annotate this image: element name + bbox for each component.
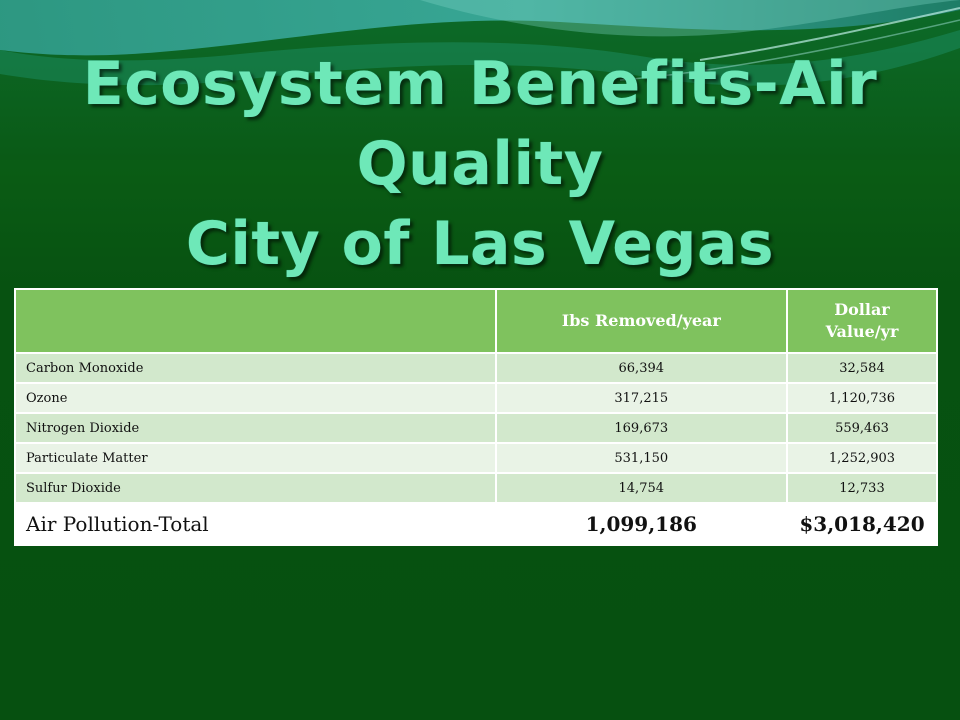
slide-title (0, 44, 960, 284)
total-dollars: $3,018,420 (787, 503, 937, 545)
row-lbs: 169,673 (496, 413, 787, 443)
table-row (15, 443, 937, 473)
row-lbs: 66,394 (496, 353, 787, 383)
row-dollars: 1,120,736 (787, 383, 937, 413)
row-pollutant: Nitrogen Dioxide (15, 413, 496, 443)
row-pollutant: Carbon Monoxide (15, 353, 496, 383)
row-dollars: 12,733 (787, 473, 937, 503)
table-row (15, 473, 937, 503)
table-row (15, 413, 937, 443)
row-dollars: 1,252,903 (787, 443, 937, 473)
header-lbs-removed: Ibs Removed/year (496, 289, 787, 353)
row-lbs: 14,754 (496, 473, 787, 503)
header-pollutant (15, 289, 496, 353)
row-pollutant: Sulfur Dioxide (15, 473, 496, 503)
table-row (15, 353, 937, 383)
air-quality-table (14, 288, 938, 546)
table-total-row (15, 503, 937, 545)
total-label: Air Pollution-Total (15, 503, 496, 545)
table-header-row (15, 289, 937, 353)
row-pollutant: Ozone (15, 383, 496, 413)
row-pollutant: Particulate Matter (15, 443, 496, 473)
header-dollar-value: Dollar Value/yr (787, 289, 937, 353)
slide-title-line-2: City of Las Vegas (185, 209, 775, 279)
row-lbs: 531,150 (496, 443, 787, 473)
total-lbs: 1,099,186 (496, 503, 787, 545)
slide-title-line-1: Ecosystem Benefits-Air Quality (82, 49, 878, 199)
row-dollars: 559,463 (787, 413, 937, 443)
table-row (15, 383, 937, 413)
row-lbs: 317,215 (496, 383, 787, 413)
row-dollars: 32,584 (787, 353, 937, 383)
